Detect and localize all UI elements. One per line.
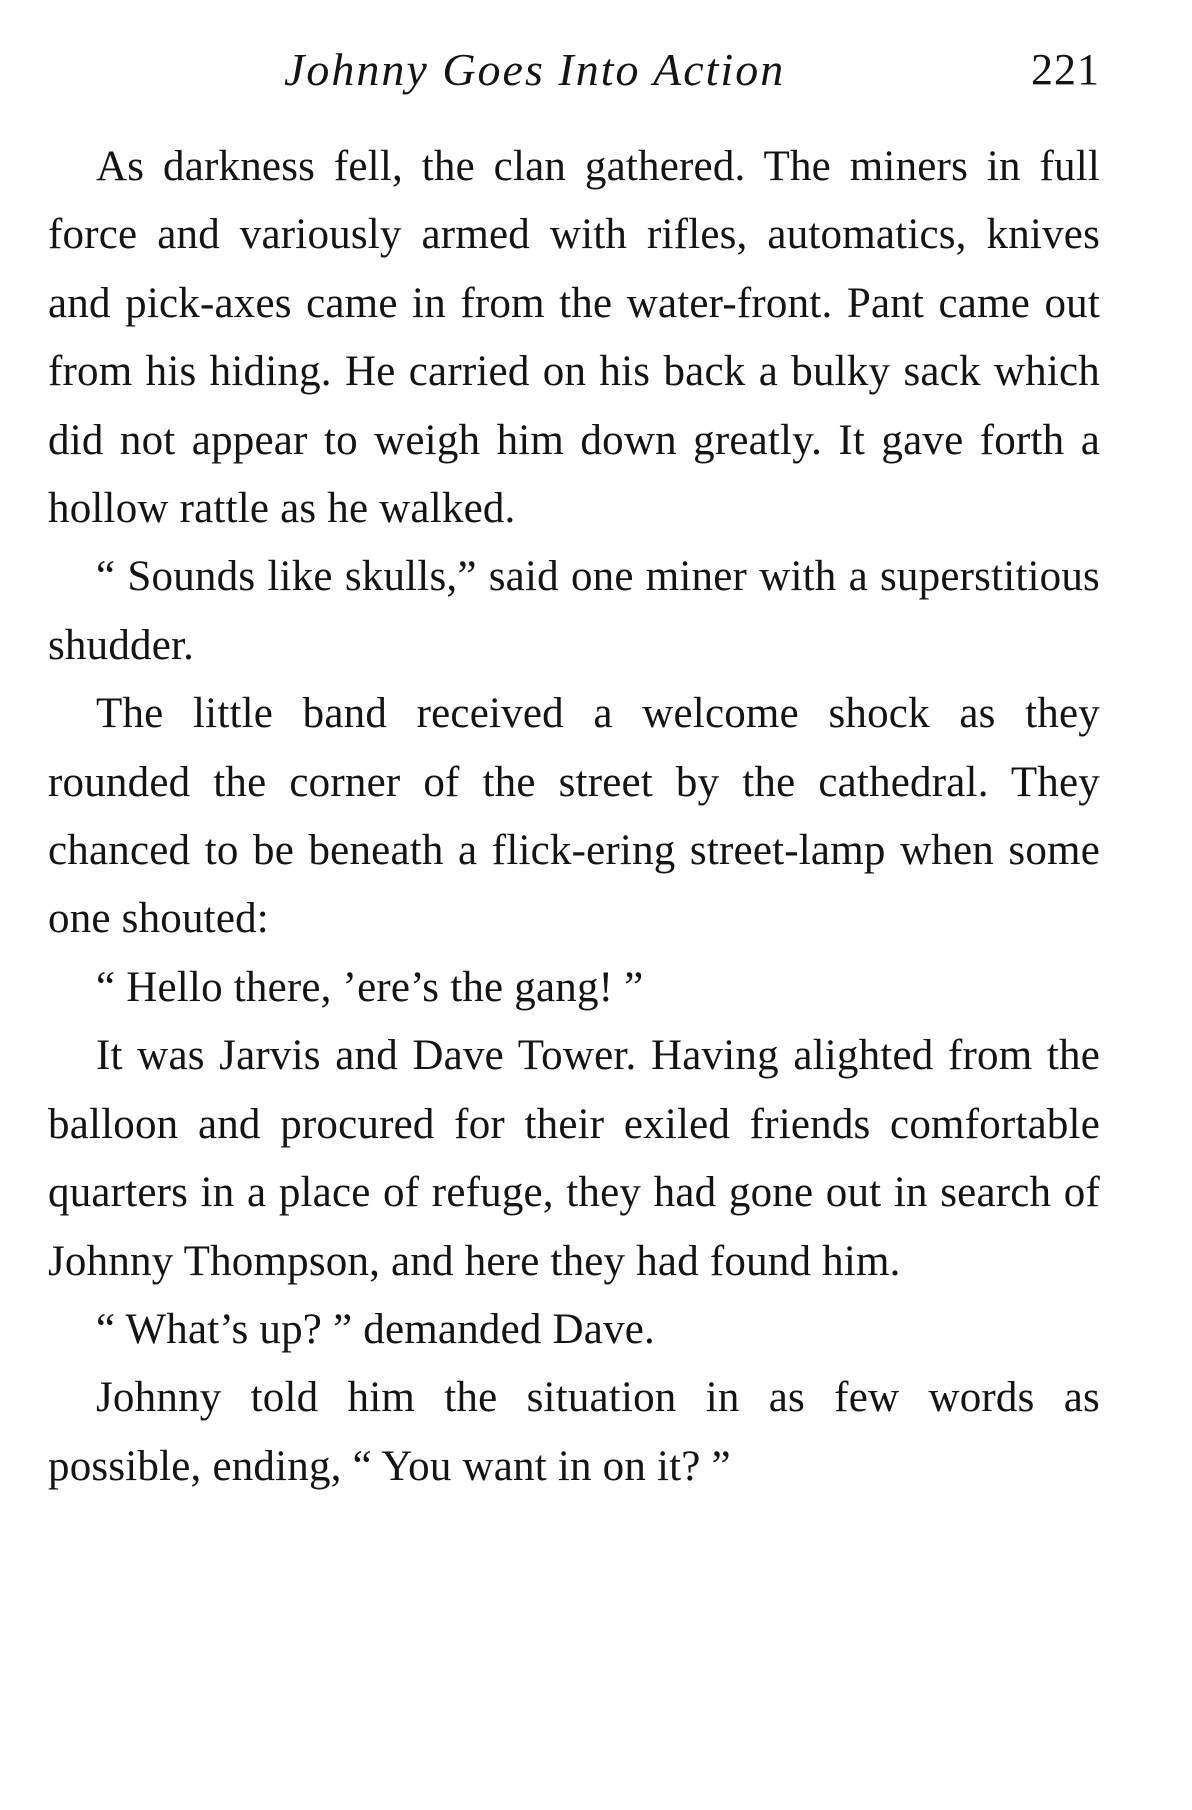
running-head xyxy=(48,40,1100,100)
paragraph: Johnny told him the situation in as few words as possible, ending, “ You want in on it? ” xyxy=(48,1374,1100,1490)
page-number: 221 xyxy=(1031,45,1100,94)
paragraph: “ Sounds like skulls,” said one miner with a superstitious shudder. xyxy=(48,553,1100,669)
paragraph: The little band received a welcome shock as they rounded the corner of the street by the cathedral. They chanced to be beneath a flick-ering street-lamp when some one shouted: xyxy=(48,690,1100,943)
running-title: Johnny Goes Into Action xyxy=(284,44,786,95)
paragraph: “ Hello there, ’ere’s the gang! ” xyxy=(96,963,644,1011)
paragraph: “ What’s up? ” demanded Dave. xyxy=(96,1305,656,1353)
body-text xyxy=(48,133,1100,1501)
paragraph: As darkness fell, the clan gathered. The miners in full force and variously armed with rifles, automatics, knives and pick-axes came in from the water-front. Pant came out from his hiding. He carried on his back a bulky sack which did not appear to weigh him down greatly. It gave forth a hollow rattle as he walked. xyxy=(48,143,1100,533)
paragraph: It was Jarvis and Dave Tower. Having alighted from the balloon and procured for their exiled friends comfortable quarters in a place of refuge, they had gone out in search of Johnny Thompson, and here they had found him. xyxy=(48,1032,1100,1285)
